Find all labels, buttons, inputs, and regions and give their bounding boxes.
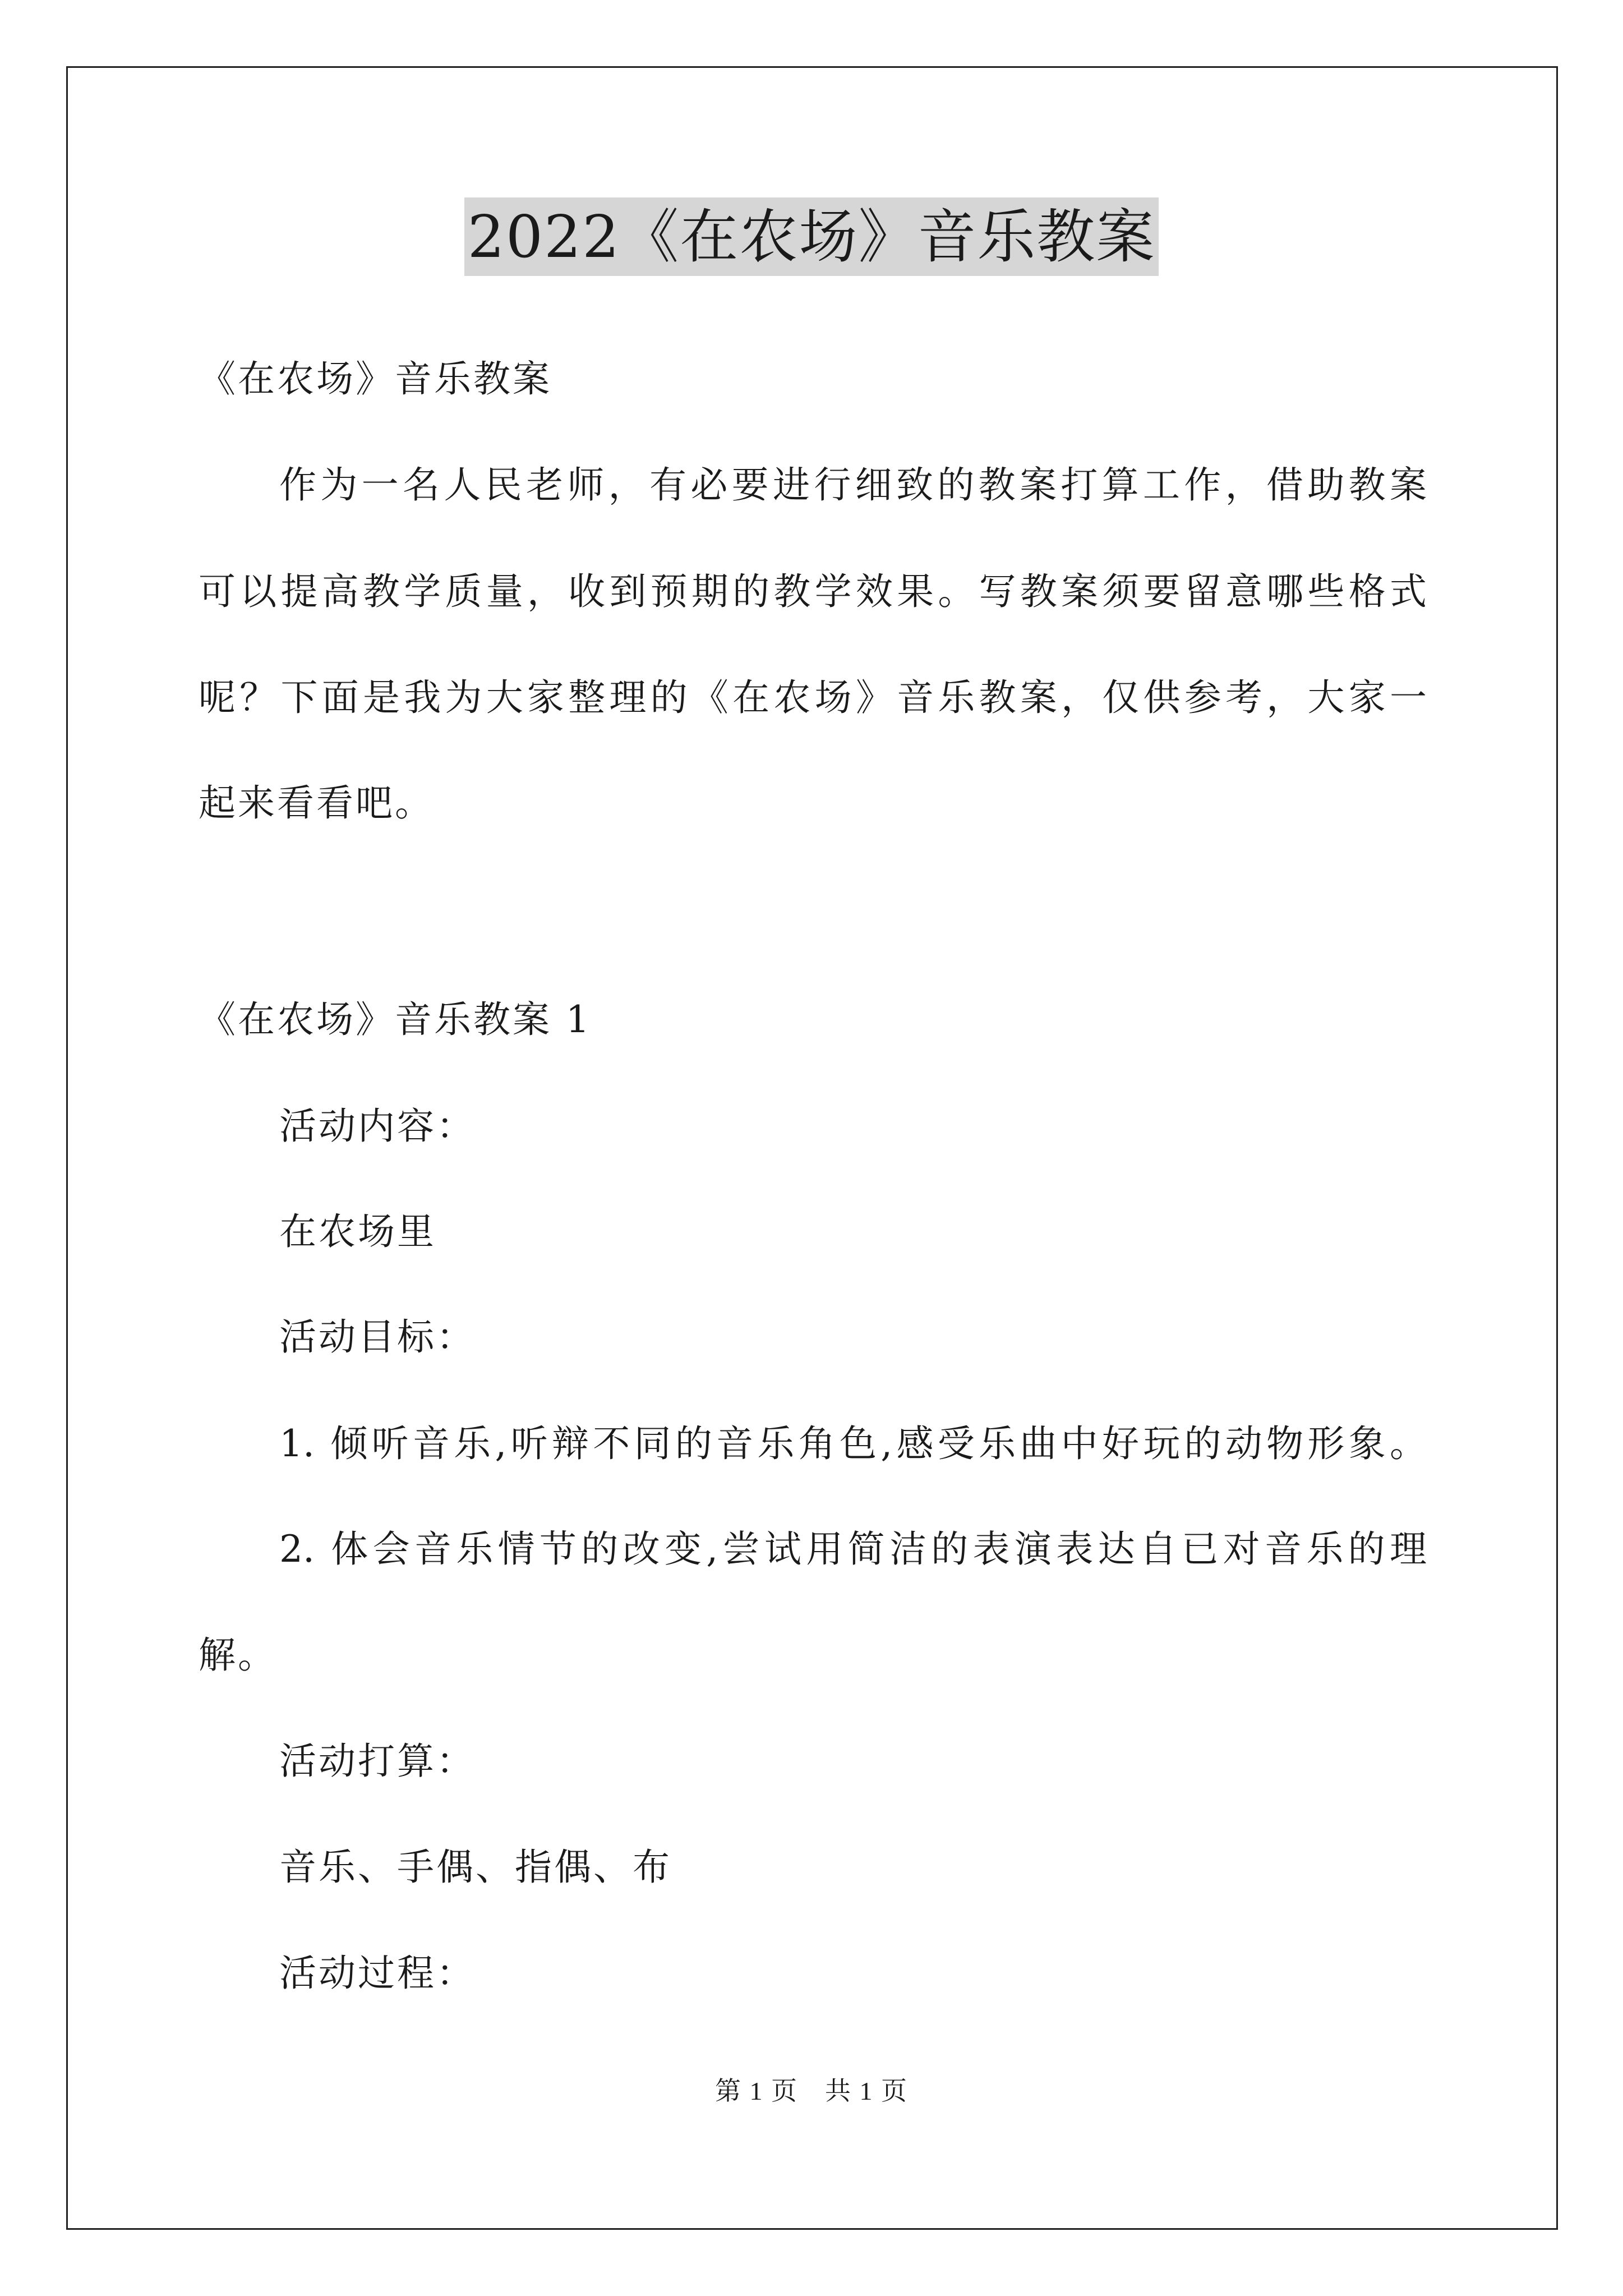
section-heading: 《在农场》音乐教案 1 [199,998,592,1041]
document-subtitle: 《在农场》音乐教案 [199,357,552,401]
intro-line-4: 起来看看吧。 [199,781,434,825]
activity-process-label: 活动过程： [279,1952,476,1995]
activity-content-value: 在农场里 [279,1210,436,1253]
intro-line-1: 作为一名人民老师，有必要进行细致的教案打算工作，借助教案 [279,463,1427,507]
intro-line-2: 可以提高教学质量，收到预期的教学效果。写教案须要留意哪些格式 [199,570,1427,613]
goal-item-2-line-2: 解。 [199,1634,277,1677]
title-container [0,197,1623,276]
goal-item-1: 1. 倾听音乐,听辩不同的音乐角色,感受乐曲中好玩的动物形象。 [279,1422,1427,1465]
activity-goals-label: 活动目标： [279,1315,476,1359]
intro-line-3: 呢？下面是我为大家整理的《在农场》音乐教案，仅供参考，大家一 [199,676,1427,719]
goal-item-2-line-1: 2. 体会音乐情节的改变,尝试用简洁的表演表达自已对音乐的理 [279,1527,1427,1571]
activity-content-label: 活动内容： [279,1105,476,1148]
activity-prep-value: 音乐、手偶、指偶、布 [279,1846,672,1889]
activity-prep-label: 活动打算： [279,1740,476,1783]
document-title: 2022《在农场》音乐教案 [464,197,1159,276]
page-footer: 第 1 页 共 1 页 [715,2077,908,2105]
